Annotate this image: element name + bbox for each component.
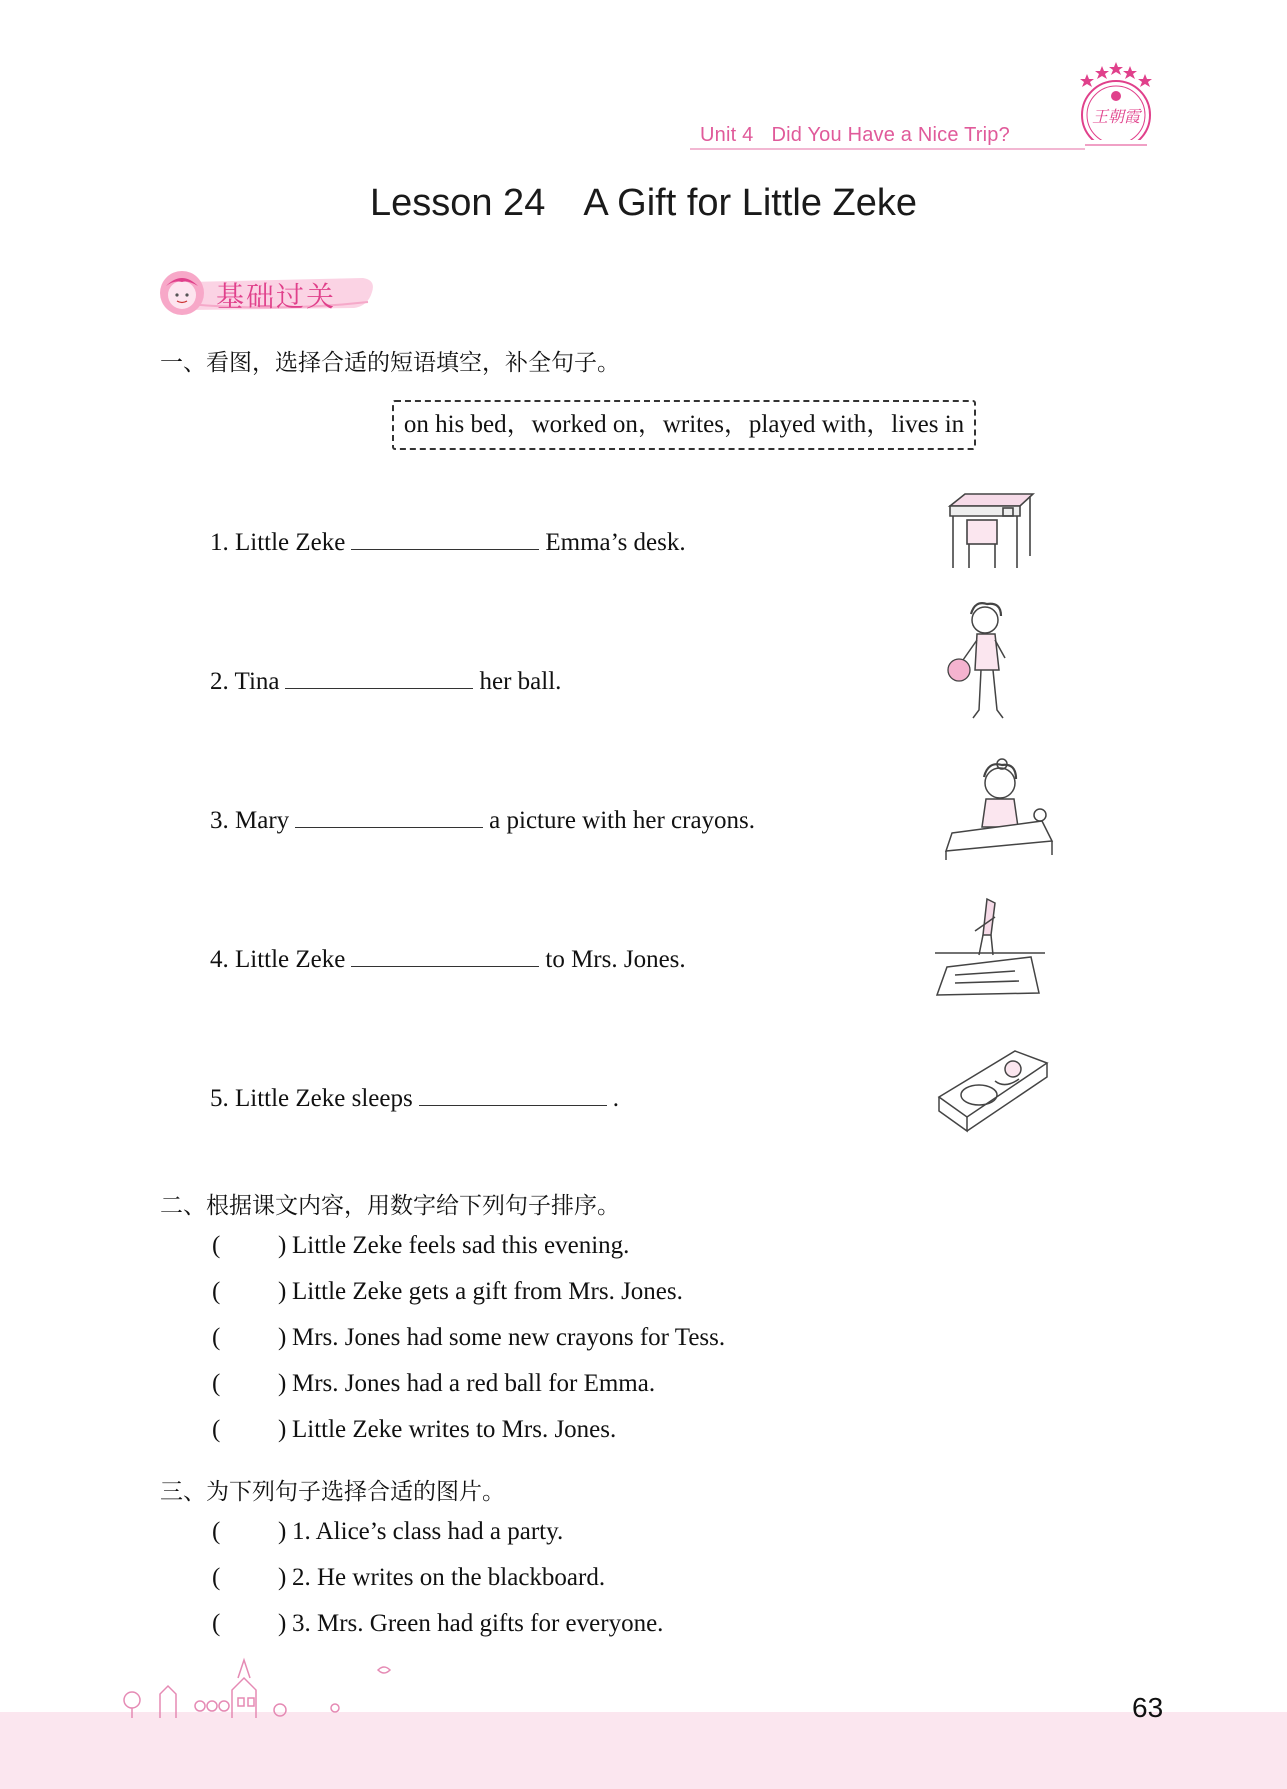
order-item-4-text: Mrs. Jones had a red ball for Emma. [292,1370,656,1397]
zeke-writing-picture-icon [935,895,1045,1000]
part1-heading: 一、看图，选择合适的短语填空，补全句子。 [160,350,620,376]
lesson-title [0,182,1287,225]
answer-blank-5[interactable] [419,1083,607,1106]
footer-band [0,1712,1287,1789]
question-3-before: 3. Mary [210,807,290,834]
question-1 [210,527,686,557]
word-box [392,400,976,450]
publisher-logo-icon [1075,60,1157,160]
order-item-1-text: Little Zeke feels sad this evening. [292,1232,630,1259]
order-item-4 [212,1370,655,1398]
part2-heading: 二、根据课文内容，用数字给下列句子排序。 [160,1193,620,1219]
word-box-text: on his bed，worked on，writes，played with，lives in [403,411,965,438]
match-item-1-text: 1. Alice’s class had a party. [292,1518,564,1545]
order-item-3 [212,1324,725,1352]
section-badge-label: 基础过关 [216,280,337,313]
order-item-3-text: Mrs. Jones had some new crayons for Tess. [292,1324,726,1351]
order-item-2-text: Little Zeke gets a gift from Mrs. Jones. [292,1278,683,1305]
question-3 [210,805,755,835]
question-3-after: a picture with her crayons. [489,807,756,834]
question-1-before: 1. Little Zeke [210,529,346,556]
svg-text:王朝霞: 王朝霞 [1091,107,1141,126]
question-1-after: Emma’s desk. [545,529,686,556]
page-number: 63 [1132,1692,1164,1723]
lesson-number: Lesson 24 [369,182,546,224]
match-item-1 [212,1518,563,1546]
match-item-3-text: 3. Mrs. Green had gifts for everyone. [292,1610,664,1637]
match-blank-3[interactable]: ( ) [212,1610,287,1637]
order-item-2 [212,1278,683,1306]
match-blank-2[interactable]: ( ) [212,1564,287,1591]
girl-drawing-picture-icon [942,755,1062,865]
girl-with-ball-picture-icon [945,600,1030,725]
header-rule [690,148,1090,150]
answer-blank-1[interactable] [351,527,539,550]
order-blank-3[interactable]: ( ) [212,1324,287,1351]
zeke-sleeping-picture-icon [935,1045,1050,1145]
footer-town-decoration-icon [120,1650,420,1720]
answer-blank-2[interactable] [285,666,473,689]
question-4-before: 4. Little Zeke [210,946,346,973]
header-unit: Unit 4 [700,124,754,146]
question-2-after: her ball. [479,668,562,695]
lesson-name: A Gift for Little Zeke [583,182,918,224]
match-blank-1[interactable]: ( ) [212,1518,287,1545]
part3-heading: 三、为下列句子选择合适的图片。 [160,1479,505,1505]
header-unit-title: Did You Have a Nice Trip? [771,124,1010,146]
order-item-5 [212,1416,616,1444]
question-2-before: 2. Tina [210,668,280,695]
question-5 [210,1083,619,1113]
match-item-2-text: 2. He writes on the blackboard. [292,1564,606,1591]
order-item-5-text: Little Zeke writes to Mrs. Jones. [292,1416,617,1443]
order-blank-2[interactable]: ( ) [212,1278,287,1305]
question-5-before: 5. Little Zeke sleeps [210,1085,413,1112]
order-blank-5[interactable]: ( ) [212,1416,287,1443]
question-5-after: . [612,1085,619,1112]
match-item-2 [212,1564,605,1592]
answer-blank-4[interactable] [351,944,539,967]
question-4-after: to Mrs. Jones. [545,946,686,973]
match-item-3 [212,1610,663,1638]
order-item-1 [212,1232,629,1260]
order-blank-1[interactable]: ( ) [212,1232,287,1259]
question-2 [210,666,561,696]
answer-blank-3[interactable] [295,805,483,828]
order-blank-4[interactable]: ( ) [212,1370,287,1397]
running-header [700,124,1010,147]
question-4 [210,944,686,974]
desk-picture-icon [945,488,1035,573]
